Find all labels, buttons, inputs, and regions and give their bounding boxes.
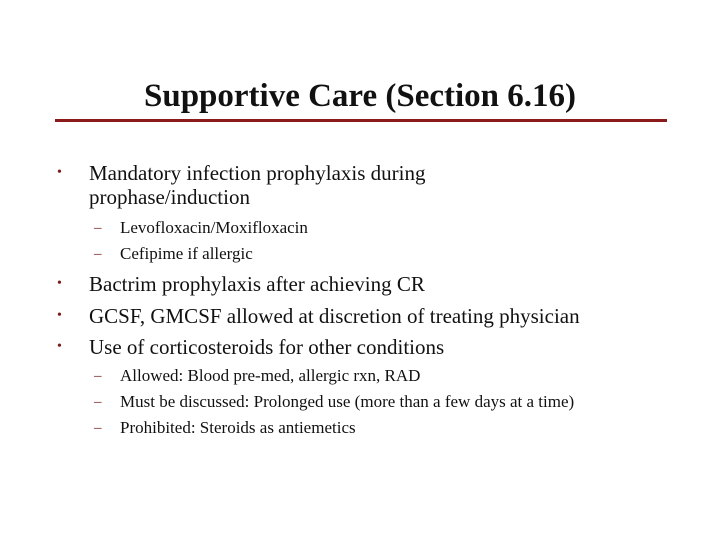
sub-bullet-text: Levofloxacin/Moxifloxacin — [120, 218, 308, 237]
bullet-item — [57, 272, 425, 296]
sub-bullet-text: Cefipime if allergic — [120, 244, 253, 263]
sub-bullet-marker: – — [94, 368, 102, 384]
sub-bullet-item — [94, 366, 421, 386]
sub-bullet-item — [94, 418, 356, 438]
bullet-item — [57, 335, 445, 359]
title-underline — [55, 119, 667, 122]
bullet-marker: • — [57, 308, 62, 323]
sub-bullet-marker: – — [94, 246, 102, 262]
sub-bullet-item — [94, 392, 575, 412]
bullet-marker: • — [57, 339, 62, 354]
sub-bullet-marker: – — [94, 394, 102, 410]
bullet-text: Use of corticosteroids for other conditions — [89, 335, 445, 359]
sub-bullet-marker: – — [94, 420, 102, 436]
bullet-marker: • — [57, 165, 62, 180]
bullet-text: Bactrim prophylaxis after achieving CR — [89, 272, 425, 296]
bullet-item — [57, 304, 580, 328]
bullet-text: Mandatory infection prophylaxis during prophase/induction — [89, 161, 426, 209]
sub-bullet-marker: – — [94, 220, 102, 236]
sub-bullet-item — [94, 244, 253, 264]
sub-bullet-item — [94, 218, 308, 238]
slide-title: Supportive Care (Section 6.16) — [143, 78, 577, 114]
bullet-text: GCSF, GMCSF allowed at discretion of treating physician — [89, 304, 580, 328]
bullet-item — [57, 161, 509, 209]
sub-bullet-text: Allowed: Blood pre-med, allergic rxn, RAD — [120, 366, 421, 385]
sub-bullet-text: Must be discussed: Prolonged use (more than a few days at a time) — [120, 392, 575, 411]
sub-bullet-text: Prohibited: Steroids as antiemetics — [120, 418, 356, 437]
bullet-marker: • — [57, 276, 62, 291]
